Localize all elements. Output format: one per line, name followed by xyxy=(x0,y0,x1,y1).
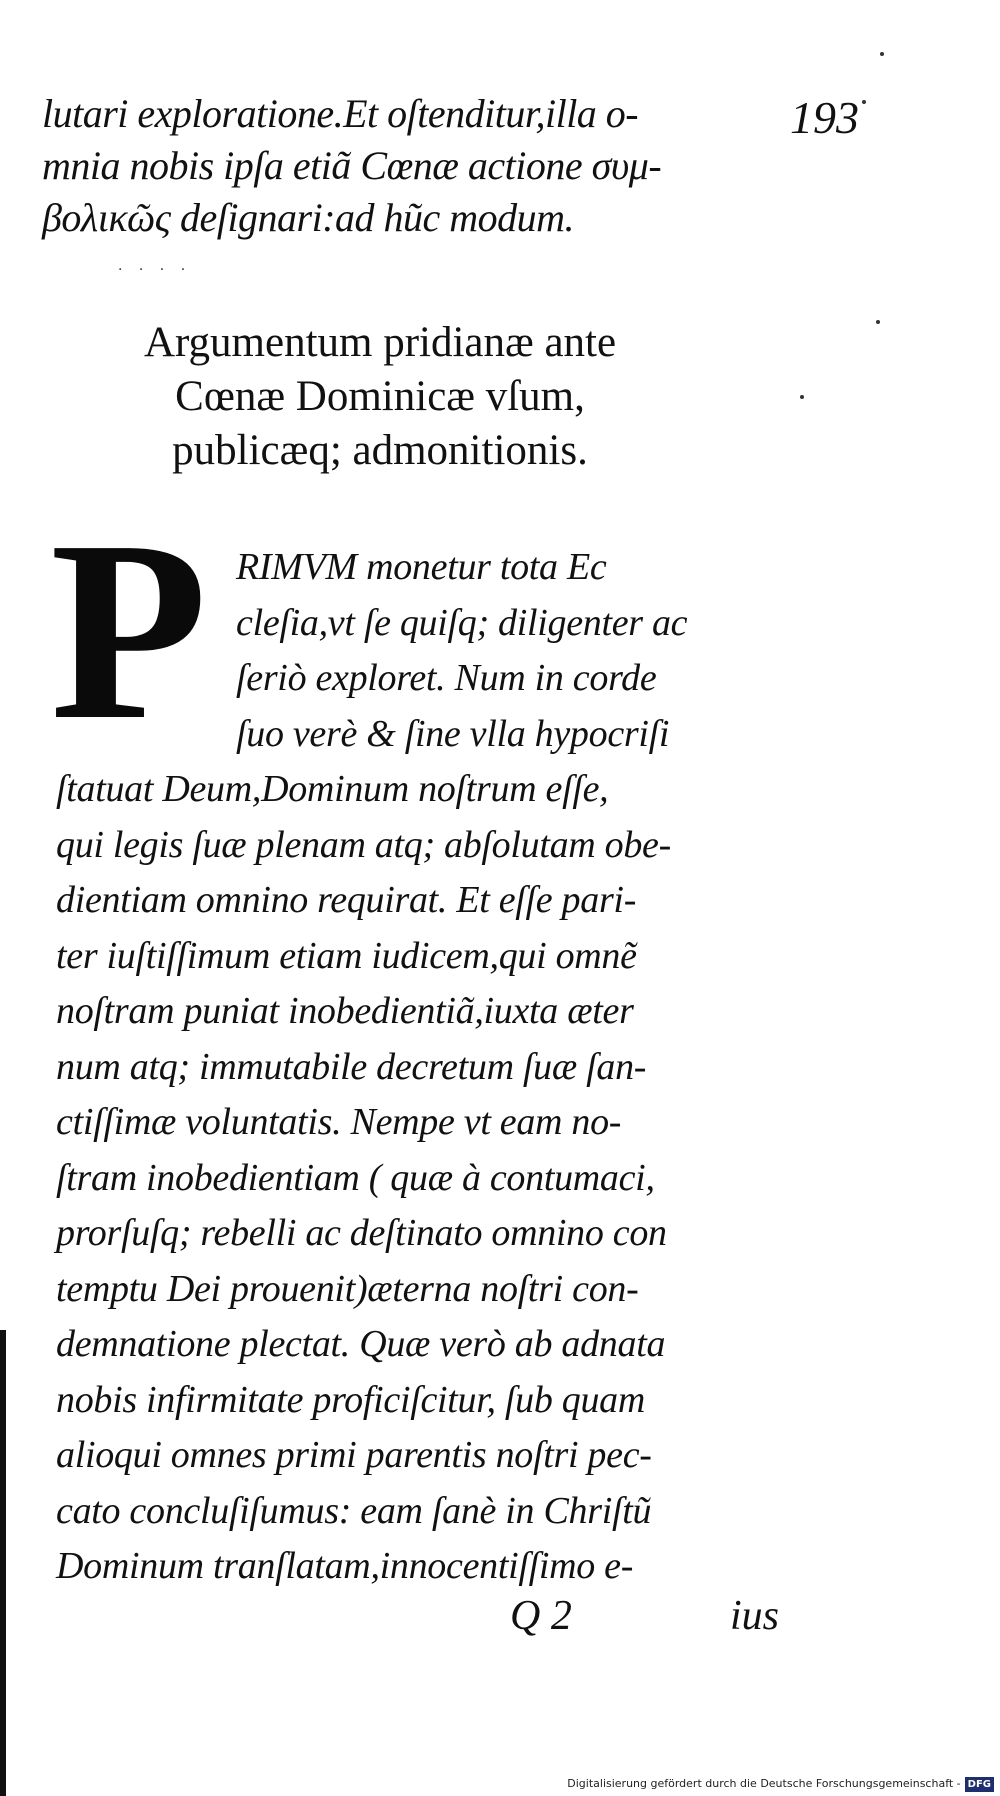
body-line: Dominum tranſlatam,innocentiſſimo e- xyxy=(56,1545,634,1587)
running-head xyxy=(42,88,782,244)
digitization-footer xyxy=(567,1776,994,1792)
scan-speck xyxy=(880,52,884,56)
signature-mark: Q 2 xyxy=(510,1593,572,1639)
body-line: cleſia,vt ſe quiſq; diligenter ac xyxy=(236,601,688,644)
body-line: noſtram puniat inobedientiã,iuxta æter xyxy=(56,990,634,1032)
scan-speck xyxy=(876,320,880,324)
body-line: nobis infirmitate proficiſcitur, ſub quam xyxy=(56,1378,646,1421)
body-line: ter iuſtiſſimum etiam iudicem,qui omnẽ xyxy=(56,934,637,977)
body-line: cato concluſiſumus: eam ſanè in Chriſtũ xyxy=(56,1489,652,1532)
drop-cap-initial: P xyxy=(50,487,208,773)
body-line: temptu Dei prouenit)æterna noſtri con- xyxy=(56,1267,639,1310)
body-line: alioqui omnes primi parentis noſtri pec- xyxy=(56,1434,652,1476)
footer-text: Digitalisierung gefördert durch die Deutsche Forschungsgemeinschaft - xyxy=(567,1777,961,1790)
section-heading-line: publicæq; admonitionis. xyxy=(172,427,588,474)
section-heading-line: Cœnæ Dominicæ vſum, xyxy=(175,373,585,420)
body-line: num atq; immutabile decretum ſuæ ſan- xyxy=(56,1045,647,1088)
body-line: demnatione plectat. Quæ verò ab adnata xyxy=(56,1323,666,1365)
body-line: RIMVM monetur tota Ec xyxy=(236,546,607,588)
running-head-line: lutari exploratione.Et oſtenditur,illa o- xyxy=(42,91,639,136)
body-line: qui legis ſuæ plenam atq; abſolutam obe- xyxy=(56,823,671,866)
running-head-line: βολικῶς deſignari:ad hũc modum. xyxy=(42,195,575,240)
body-line: ſtatuat Deum,Dominum noſtrum eſſe, xyxy=(56,768,609,810)
body-line: ſuo verè & ſine vlla hypocriſi xyxy=(236,712,670,755)
body-line: prorſuſq; rebelli ac deſtinato omnino con xyxy=(56,1212,667,1254)
section-heading-line: Argumentum pridianæ ante xyxy=(143,319,617,366)
catchword: ius xyxy=(730,1593,780,1639)
section-heading xyxy=(60,316,700,478)
ornament-dots: · · · · xyxy=(118,262,192,278)
scan-edge-bar xyxy=(0,1330,6,1796)
dfg-logo: DFG xyxy=(965,1777,994,1792)
scan-speck xyxy=(862,100,866,104)
body-line: ctiſſimæ voluntatis. Nempe vt eam no- xyxy=(56,1101,622,1143)
page-number: 193 xyxy=(790,92,859,143)
body-line: ſeriò exploret. Num in corde xyxy=(236,657,657,699)
body-line: ſtram inobedientiam ( quæ à contumaci, xyxy=(56,1156,655,1199)
running-head-line: mnia nobis ipſa etiã Cœnæ actione συμ- xyxy=(42,143,662,188)
body-text xyxy=(56,540,796,1595)
scan-speck xyxy=(800,395,804,399)
body-line: dientiam omnino requirat. Et eſſe pari- xyxy=(56,879,637,921)
